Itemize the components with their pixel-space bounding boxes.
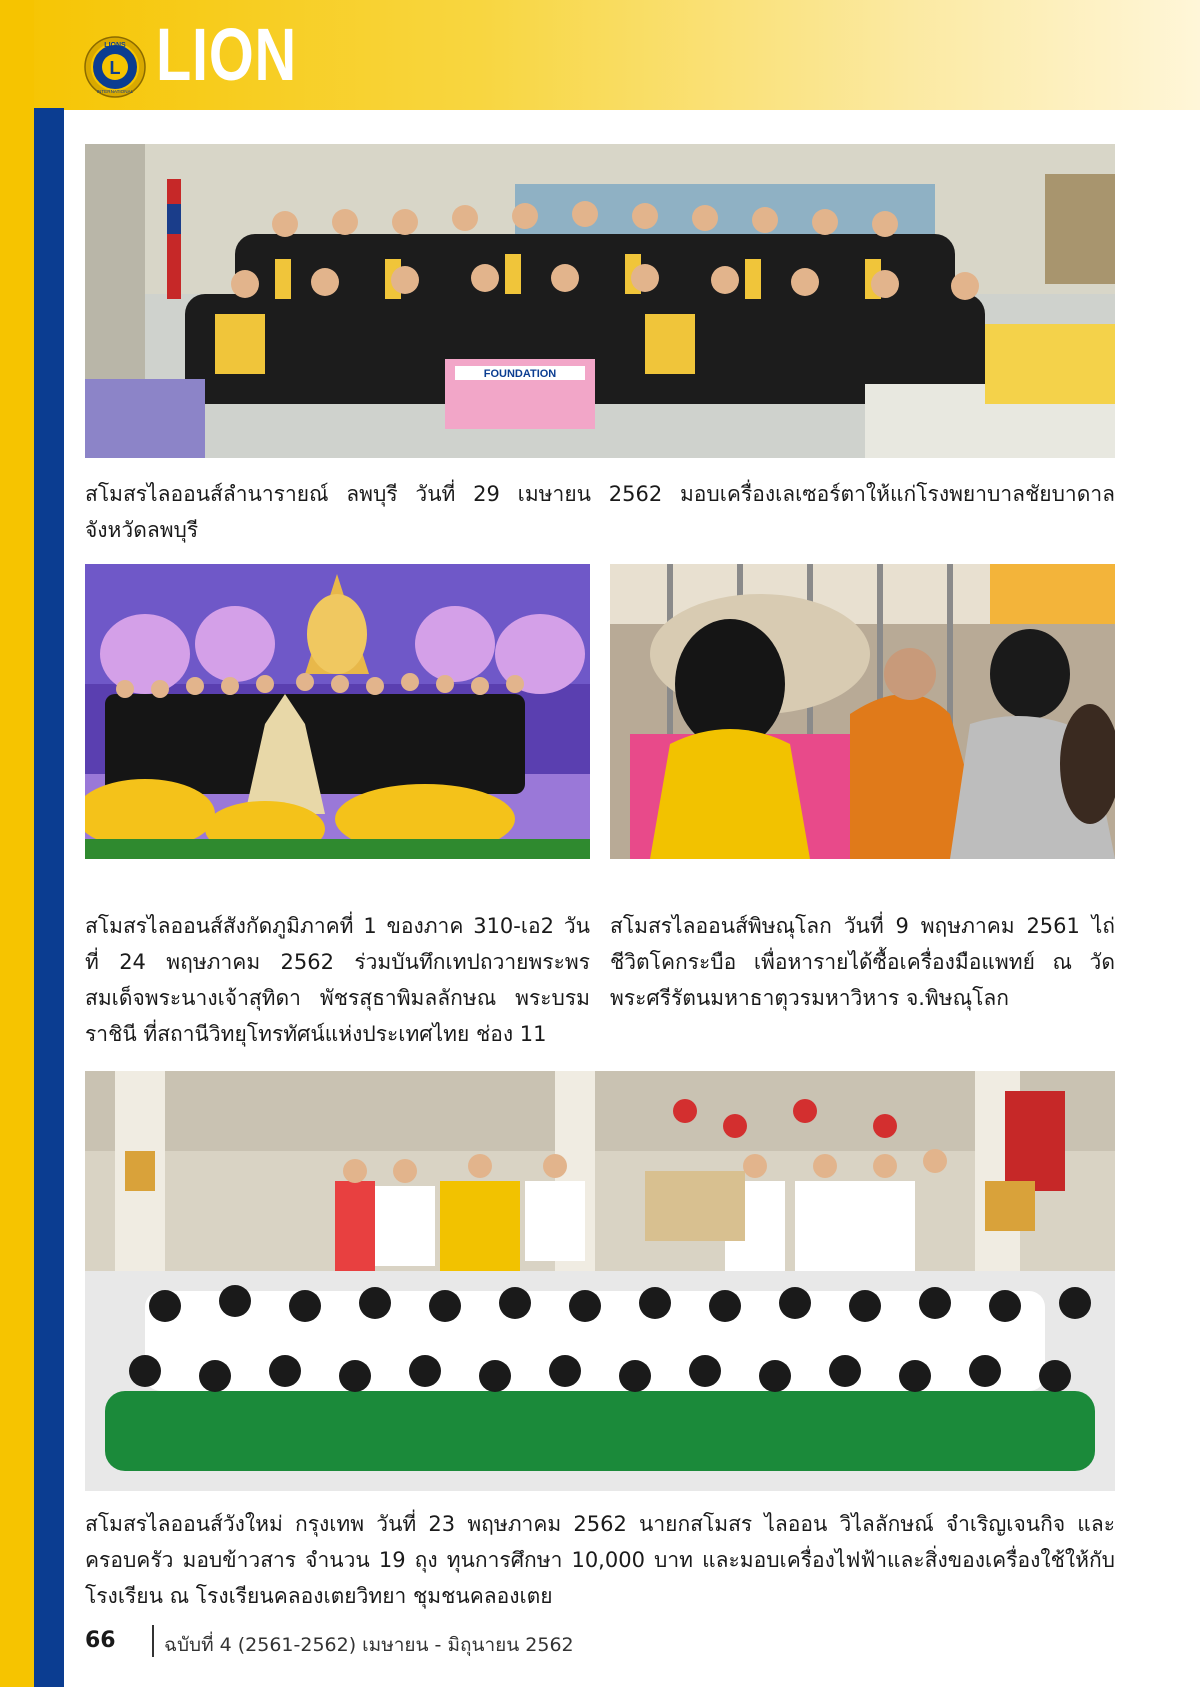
logo-text-top: LIONS	[104, 42, 126, 49]
left-yellow-stripe	[0, 0, 34, 1687]
brand-title: LION	[156, 13, 297, 96]
caption-wangmai: สโมสรไลออนส์วังใหม่ กรุงเทพ วันที่ 23 พฤษภาคม 2562 นายกสโมสร ไลออน วิไลลักษณ์ จำเริญเจนกิจ และครอบครัว มอบข้าวสาร จำนวน 19 ถุง ทุนการศึกษา 10,000 บาท และมอบเครื่องไฟฟ้าและสิ่งของเครื่องใช้ให้กับโรงเรียน ณ โรงเรียนคลองเตยวิทยา ชุมชนคลองเตย	[85, 1512, 1115, 1608]
issue-info: ฉบับที่ 4 (2561-2562) เมษายน - มิถุนายน 2562	[164, 1634, 574, 1656]
caption-phitsanulok: สโมสรไลออนส์พิษณุโลก วันที่ 9 พฤษภาคม 2561 ไถ่ชีวิตโคกระบือ เพื่อหารายได้ซื้อเครื่องมือแพทย์ ณ วัดพระศรีรัตนมหาธาตุวรมหาวิหาร จ.พิษณุโลก	[610, 914, 1115, 1010]
caption-region1: สโมสรไลออนส์สังกัดภูมิภาคที่ 1 ของภาค 310-เอ2 วันที่ 24 พฤษภาคม 2562 ร่วมบันทึกเทปถวายพระพร สมเด็จพระนางเจ้าสุทิดา พัชรสุธาพิมลลักษณ พระบรมราชินี ที่สถานีวิทยุโทรทัศน์แห่งประเทศไทย ช่อง 11	[85, 914, 590, 1046]
foundation-banner-text: FOUNDATION	[483, 368, 557, 380]
footer-divider	[152, 1625, 154, 1657]
photo-tv-studio	[85, 564, 590, 859]
logo-letter: L	[109, 58, 121, 78]
photo-monk-cattle	[610, 564, 1115, 859]
photo-school-children	[85, 1071, 1115, 1491]
left-blue-stripe	[34, 108, 64, 1687]
page-number: 66	[85, 1628, 116, 1653]
logo-text-bottom: INTERNATIONAL	[96, 89, 134, 94]
caption-lamnarai: สโมสรไลออนส์ลำนารายณ์ ลพบุรี วันที่ 29 เมษายน 2562 มอบเครื่องเลเซอร์ตาให้แก่โรงพยาบาลชัยบาดาล จังหวัดลพบุรี	[85, 482, 1115, 542]
lions-logo-icon	[84, 36, 146, 98]
photo-group-foundation	[85, 144, 1115, 458]
